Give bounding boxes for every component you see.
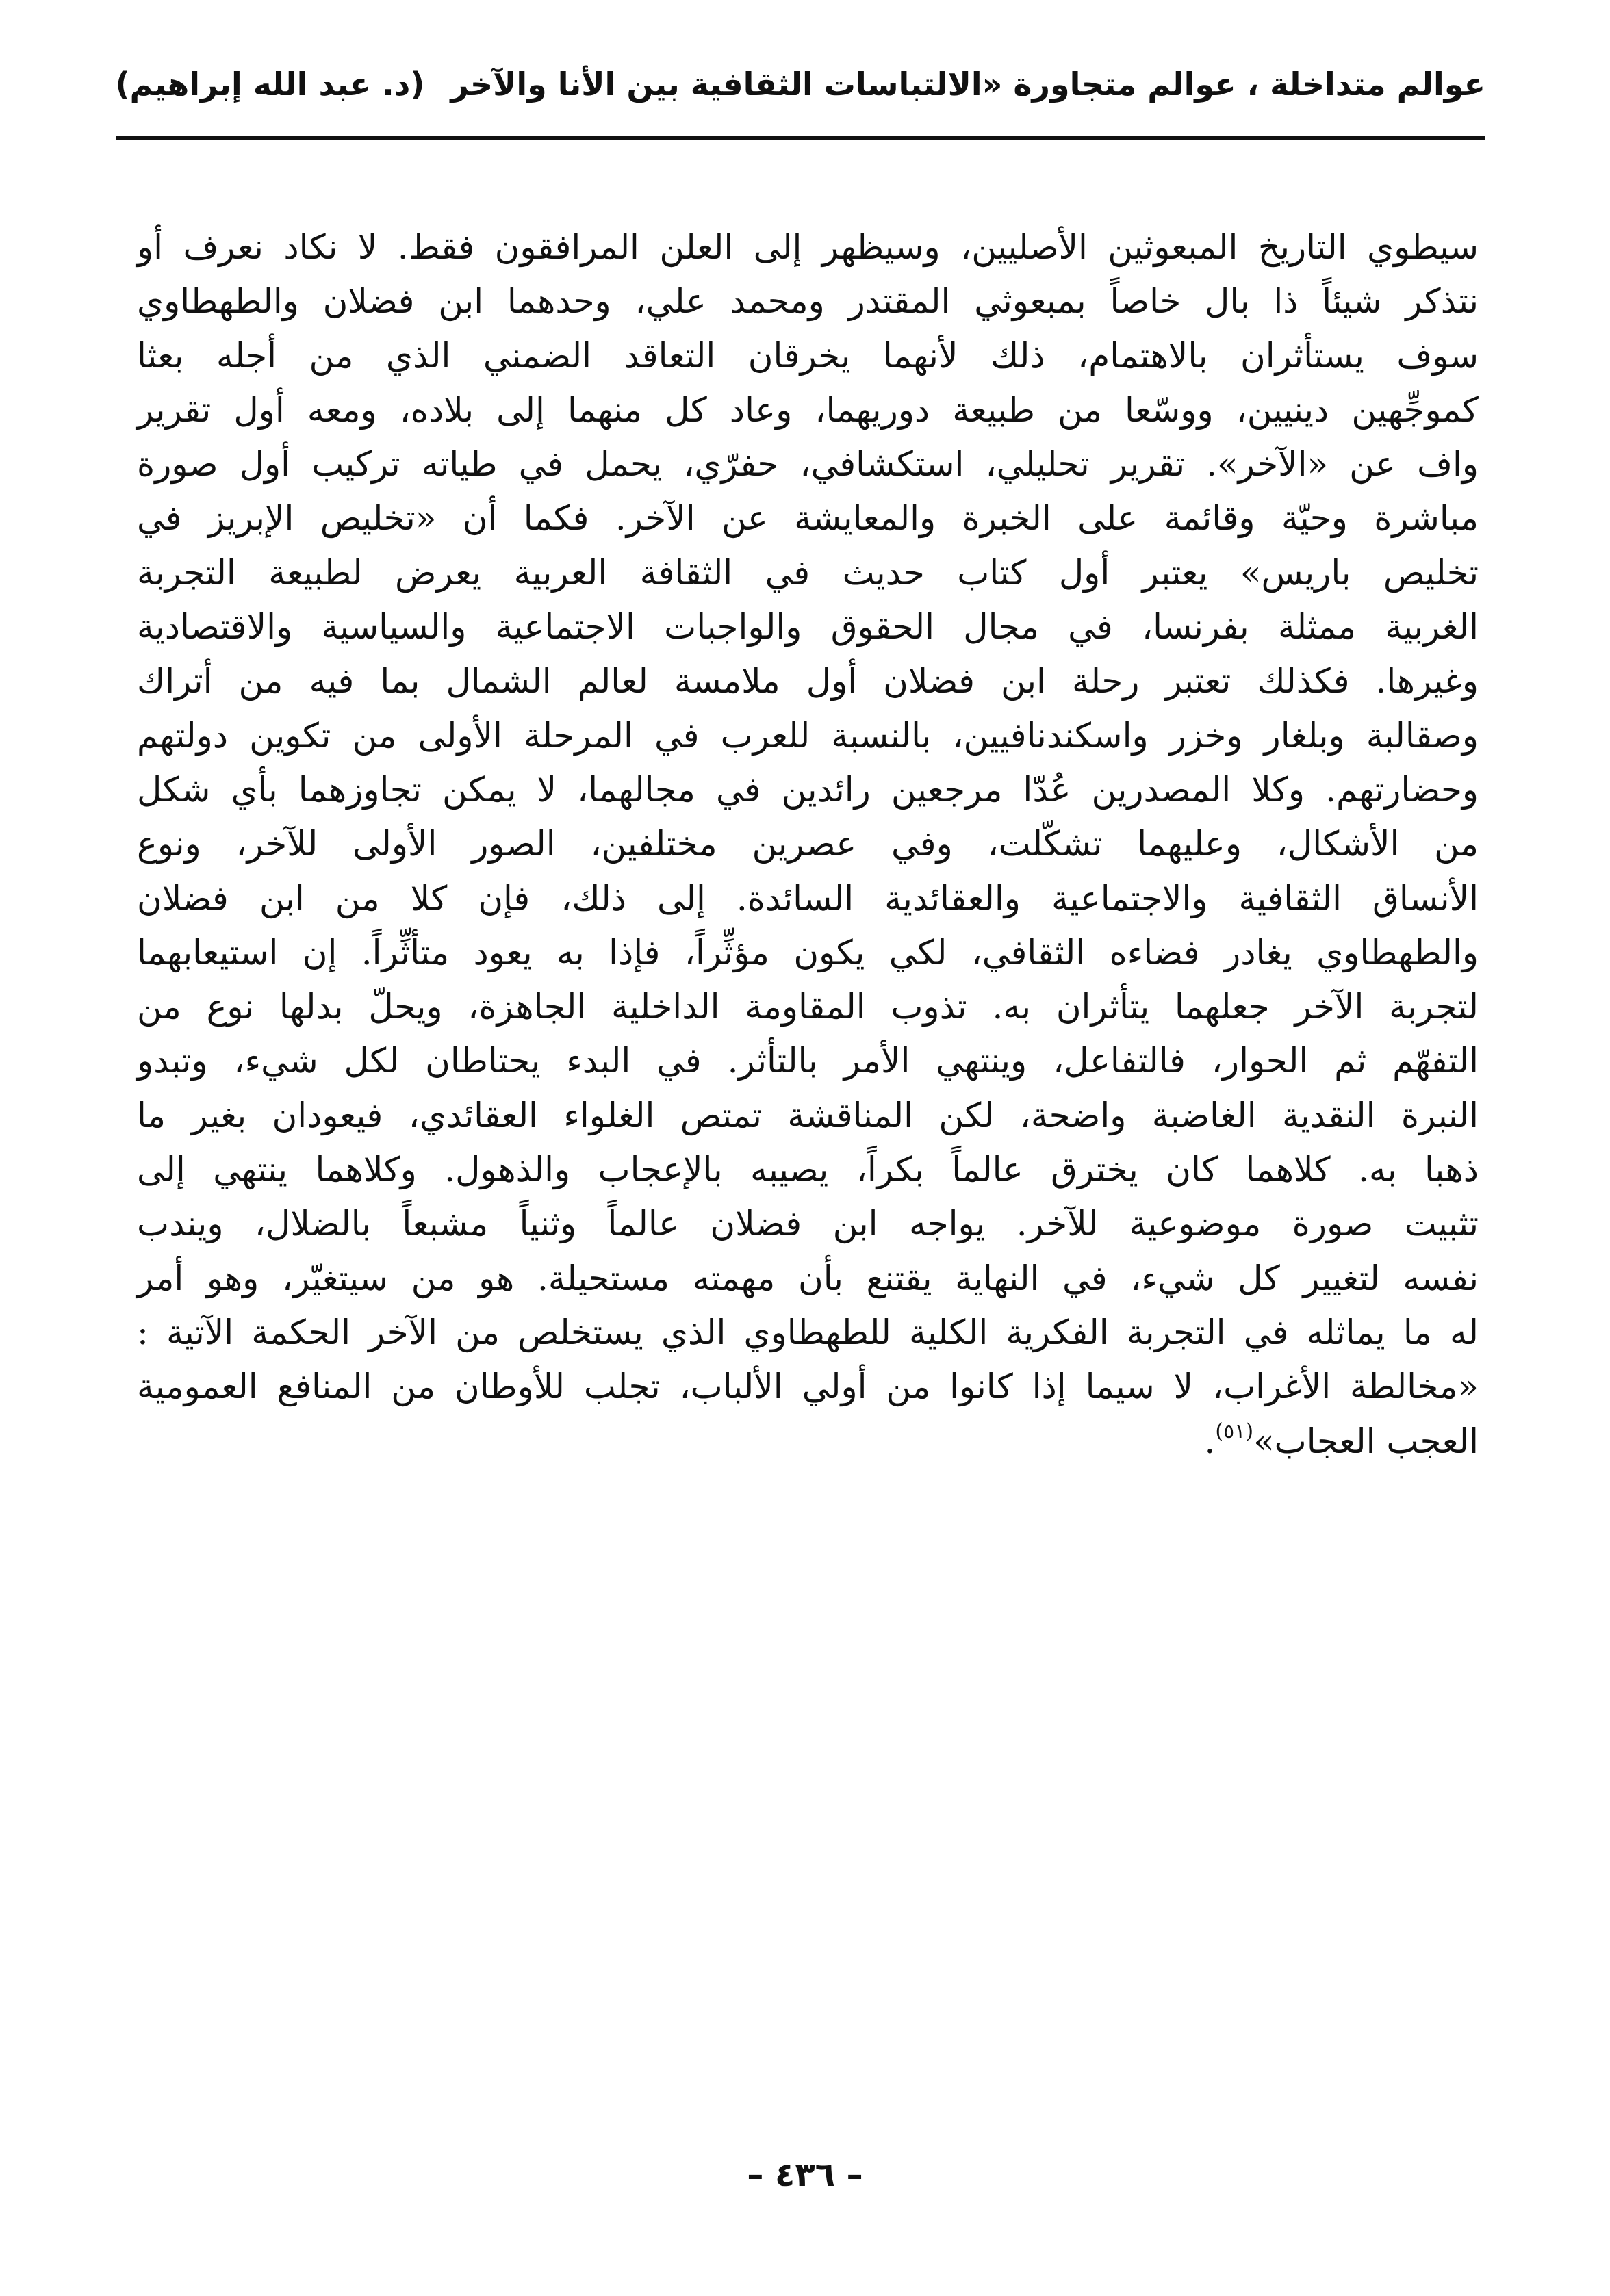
text-line: نفسه لتغيير كل شيء، في النهاية يقتنع بأن مهمته مستحيلة. هو من سيتغيّر، وهو أمر [137,1258,1479,1298]
text-line: الغربية ممثلة بفرنسا، في مجال الحقوق والواجبات الاجتماعية والسياسية والاقتصادية [137,607,1479,647]
running-title [116,66,1485,103]
text-line: سيطوي التاريخ المبعوثين الأصليين، وسيظهر إلى العلن المرافقون فقط. لا نكاد نعرف أو [137,227,1479,267]
text-line: سوف يستأثران بالاهتمام، ذلك لأنهما يخرقان التعاقد الضمني الذي من أجله بعثا [137,335,1479,376]
text-line: من الأشكال، وعليهما تشكّلت، وفي عصرين مختلفين، الصور الأولى للآخر، ونوع [137,824,1479,864]
text-line: والطهطاوي يغادر فضاءه الثقافي، لكي يكون مؤثِّراً، فإذا به يعود متأثِّراً. إن استيعابهما [137,932,1479,972]
text-line: ذهبا به. كلاهما كان يخترق عالماً بكراً، يصيبه بالإعجاب والذهول. وكلاهما ينتهي إلى [137,1150,1479,1190]
text-line: النبرة النقدية الغاضبة واضحة، لكن المناقشة تمتص الغلواء العقائدي، فيعودان بغير ما [137,1095,1479,1135]
text-line: الأنساق الثقافية والاجتماعية والعقائدية السائدة. إلى ذلك، فإن كلا من ابن فضلان [137,878,1479,918]
author-name: (د. عبد الله إبراهيم) [115,66,425,103]
last-line-text: العجب العجاب» [1253,1421,1479,1461]
text-line: وحضارتهم. وكلا المصدرين عُدّا مرجعين رائدين في مجالهما، لا يمكن تجاوزهما بأي شكل [137,769,1479,810]
text-line: تخليص باريس» يعتبر أول كتاب حديث في الثقافة العربية يعرض لطبيعة التجربة [137,552,1479,593]
page-header [116,53,1485,136]
text-line: نتذكر شيئاً ذا بال خاصاً بمبعوثي المقتدر ومحمد علي، وحدهما ابن فضلان والطهطاوي [137,281,1479,322]
text-line: واف عن «الآخر». تقرير تحليلي، استكشافي، حفرّي، يحمل في طياته تركيب أول صورة [137,444,1479,485]
text-line: مباشرة وحيّة وقائمة على الخبرة والمعايشة عن الآخر. فكما أن «تخليص الإبريز في [137,498,1479,539]
text-line: «مخالطة الأغراب، لا سيما إذا كانوا من أولي الألباب، تجلب للأوطان من المنافع العمومية [137,1367,1479,1407]
header-rule [116,136,1485,140]
footnote-reference: (٥١) [1215,1419,1254,1443]
text-line: وغيرها. فكذلك تعتبر رحلة ابن فضلان أول ملامسة لعالم الشمال بما فيه من أتراك [137,661,1479,701]
body-text [137,220,1479,1469]
book-title: عوالم متداخلة ، عوالم متجاورة «الالتباسات الثقافية بين الأنا والآخر [450,66,1485,103]
text-line: وصقالبة وبلغار وخزر واسكندنافيين، بالنسبة للعرب في المرحلة الأولى من تكوين دولتهم [137,715,1479,756]
text-line: لتجربة الآخر جعلهما يتأثران به. تذوب المقاومة الداخلية الجاهزة، ويحلّ بدلها نوع من [137,987,1479,1027]
page-number: – ٤٣٦ – [747,2156,863,2194]
text-line: التفهّم ثم الحوار، فالتفاعل، وينتهي الأمر بالتأثر. في البدء يحتاطان لكل شيء، وتبدو [137,1041,1479,1081]
last-line-period: . [1204,1421,1216,1461]
text-line-last [137,1415,1479,1469]
text-line: تثبيت صورة موضوعية للآخر. يواجه ابن فضلان عالماً وثنياً مشبعاً بالضلال، ويندب [137,1204,1479,1244]
text-line: له ما يماثله في التجربة الفكرية الكلية للطهطاوي الذي يستخلص من الآخر الحكمة الآتية : [137,1312,1479,1352]
text-line: كموجِّهين دينيين، ووسّعا من طبيعة دوريهما، وعاد كل منهما إلى بلاده، ومعه أول تقرير [137,389,1479,430]
